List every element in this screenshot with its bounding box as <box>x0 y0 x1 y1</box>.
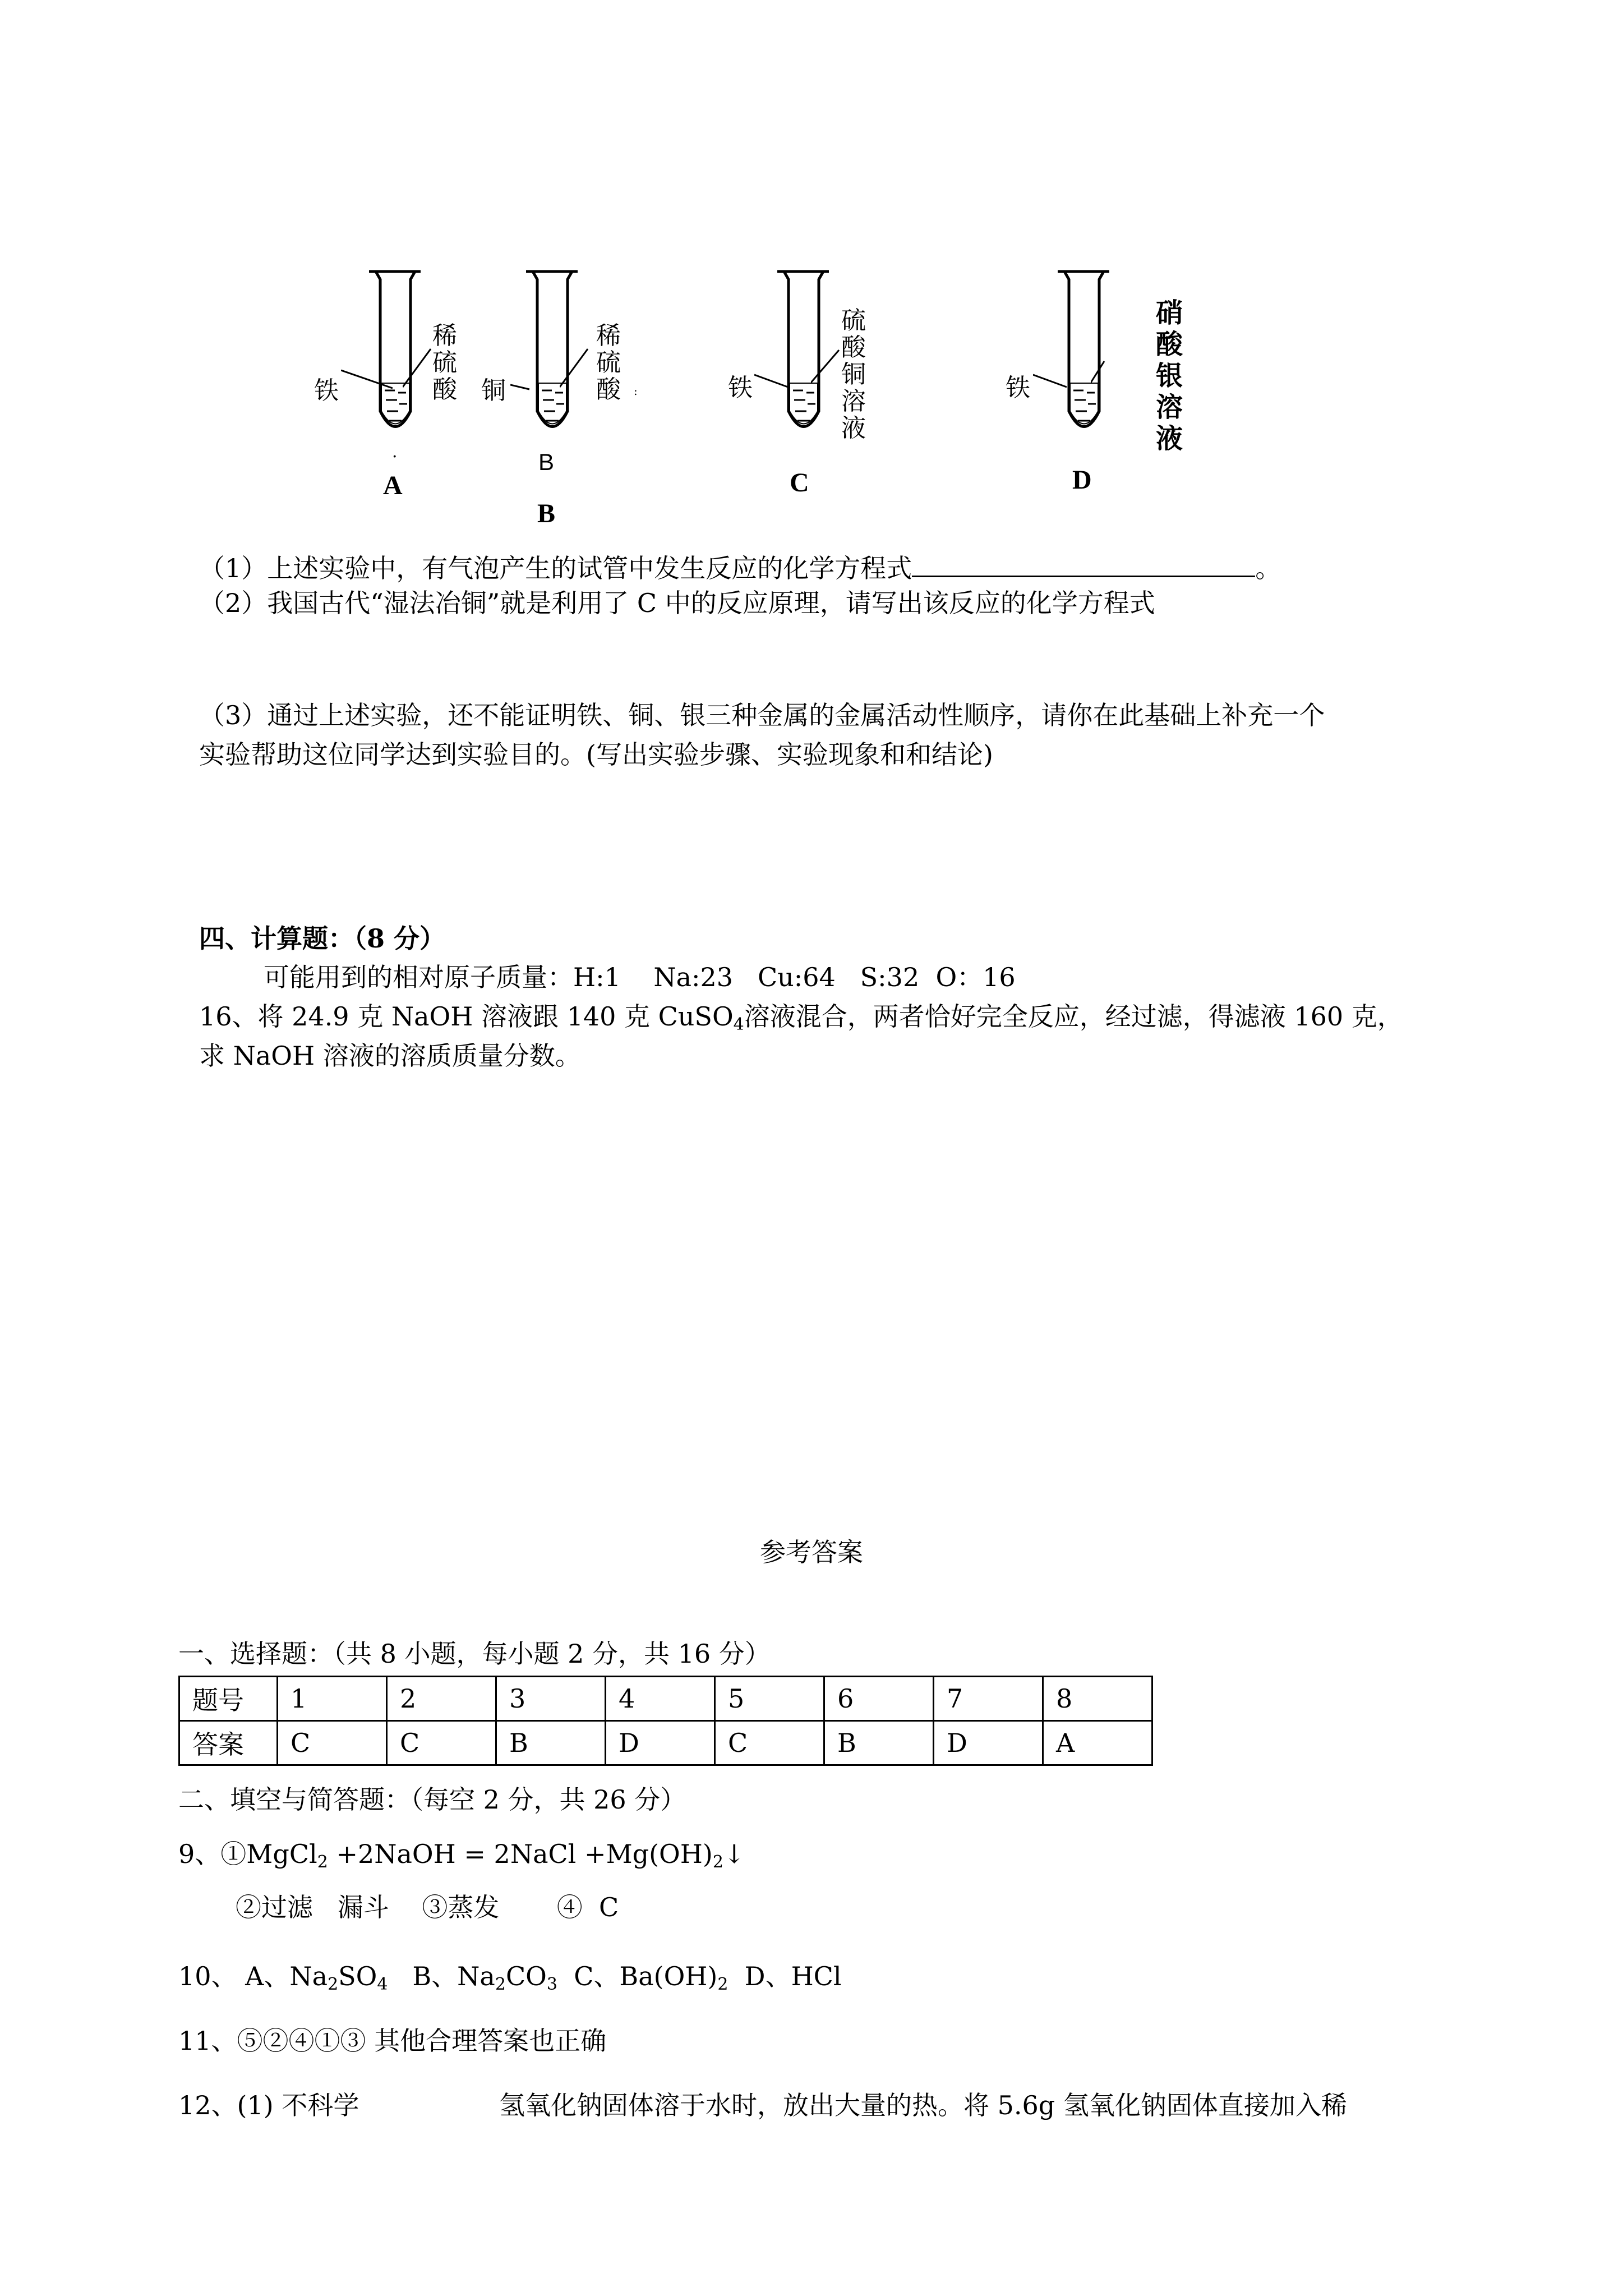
question-16-line-2: 求 NaOH 溶液的溶质质量分数。 <box>199 1041 581 1071</box>
metal-pointer-c <box>754 370 794 393</box>
metal-label-c: 铁 <box>728 374 753 402</box>
answer-blank-1[interactable] <box>912 549 1255 577</box>
question-1 <box>199 549 1281 585</box>
question-3-line-2: 实验帮助这位同学达到实验目的。(写出实验步骤、实验现象和和结论) <box>199 739 993 770</box>
table-cell: 8 <box>1043 1677 1152 1721</box>
solution-label-b: 稀 硫 酸 <box>596 321 621 404</box>
table-cell: D <box>934 1721 1043 1765</box>
test-tube-d <box>1053 268 1115 448</box>
answers-section-2-heading: 二、填空与简答题：（每空 2 分，共 26 分） <box>178 1784 686 1815</box>
tube-letter-d: D <box>1072 465 1092 495</box>
answer-12-label: 12、(1) 不科学 <box>178 2090 359 2120</box>
answers-section-1-heading: 一、选择题：（共 8 小题，每小题 2 分，共 16 分） <box>178 1639 771 1669</box>
table-cell: 1 <box>278 1677 387 1721</box>
table-row <box>179 1721 1152 1765</box>
answer-table <box>178 1676 1153 1766</box>
solution-label-d: 硝 酸 银 溶 液 <box>1155 297 1183 454</box>
solution-pointer-d <box>1091 359 1108 387</box>
table-cell: B <box>824 1721 934 1765</box>
down-arrow-icon: ↓ <box>723 1839 745 1869</box>
answer-9-text-b: +2NaOH = 2NaCl +Mg(OH) <box>328 1839 713 1869</box>
metal-pointer-d <box>1033 370 1072 393</box>
stray-mark: : <box>634 384 638 398</box>
question-2: （2）我国古代“湿法冶铜”就是利用了 C 中的反应原理，请写出该反应的化学方程式 <box>199 588 1155 618</box>
metal-pointer-a <box>341 359 403 393</box>
answer-10-sub: 2 <box>717 1975 728 1994</box>
table-cell: 2 <box>387 1677 496 1721</box>
tube-letter-a: A <box>383 471 403 500</box>
question-16-line-1 <box>199 1000 1403 1033</box>
question-16-subscript: 4 <box>733 1015 744 1034</box>
table-cell: 7 <box>934 1677 1043 1721</box>
metal-label-d: 铁 <box>1006 374 1030 402</box>
table-header-cell: 答案 <box>179 1721 278 1765</box>
question-1-end: 。 <box>1255 553 1281 583</box>
answers-title: 参考答案 <box>760 1537 863 1567</box>
answer-10-sub: 2 <box>495 1975 506 1994</box>
answer-10-text: D、HCl <box>728 1961 842 1991</box>
answer-11: 11、⑤②④①③ 其他合理答案也正确 <box>178 2026 607 2056</box>
metal-pointer-b <box>510 377 533 394</box>
table-row <box>179 1677 1152 1721</box>
table-cell: C <box>715 1721 824 1765</box>
answer-10-text: CO <box>505 1961 547 1991</box>
answer-10-text: 10、 A、Na <box>178 1961 328 1991</box>
section-4-heading: 四、计算题：（8 分） <box>199 923 446 954</box>
atomic-masses: 可能用到的相对原子质量：H:1 Na:23 Cu:64 S:32 O：16 <box>264 962 1016 992</box>
answer-12-text: 氢氧化钠固体溶于水时，放出大量的热。将 5.6g 氢氧化钠固体直接加入稀 <box>499 2090 1347 2120</box>
solution-pointer-b <box>560 348 593 393</box>
answer-10-sub: 4 <box>377 1975 388 1994</box>
answer-10-sub: 2 <box>328 1975 339 1994</box>
table-cell: 3 <box>496 1677 606 1721</box>
answer-10-text: C、Ba(OH) <box>557 1961 718 1991</box>
table-cell: A <box>1043 1721 1152 1765</box>
dot-mark: · <box>392 447 398 467</box>
answer-9-sub-a: 2 <box>317 1852 328 1872</box>
tube-letter-b-upper: B <box>538 449 555 475</box>
answer-10-sub: 3 <box>546 1975 557 1994</box>
metal-label-b: 铜 <box>481 376 506 405</box>
table-cell: 6 <box>824 1677 934 1721</box>
question-3-line-1: （3）通过上述实验，还不能证明铁、铜、银三种金属的金属活动性顺序，请你在此基础上补充一个 <box>199 700 1325 730</box>
tube-letter-b: B <box>537 499 556 528</box>
table-cell: C <box>387 1721 496 1765</box>
solution-label-a: 稀 硫 酸 <box>432 321 457 404</box>
answer-10-text: SO <box>338 1961 377 1991</box>
answer-9-line-1 <box>178 1837 745 1871</box>
table-header-cell: 题号 <box>179 1677 278 1721</box>
question-16-text-a: 16、将 24.9 克 NaOH 溶液跟 140 克 CuSO <box>199 1001 734 1032</box>
question-1-text: （1）上述实验中，有气泡产生的试管中发生反应的化学方程式 <box>199 553 912 583</box>
table-cell: C <box>278 1721 387 1765</box>
metal-label-a: 铁 <box>314 376 339 405</box>
solution-label-c: 硫 酸 铜 溶 液 <box>841 306 866 443</box>
answer-9-text-a: 9、①MgCl <box>178 1839 317 1869</box>
answer-10-text: B、Na <box>388 1961 495 1991</box>
tube-letter-c: C <box>790 468 809 498</box>
question-16-text-b: 溶液混合，两者恰好完全反应，经过滤，得滤液 160 克， <box>744 1001 1403 1032</box>
table-cell: D <box>606 1721 715 1765</box>
answer-9-line-2: ②过滤 漏斗 ③蒸发 ④ C <box>236 1892 619 1922</box>
table-cell: 4 <box>606 1677 715 1721</box>
table-cell: B <box>496 1721 606 1765</box>
table-cell: 5 <box>715 1677 824 1721</box>
answer-10 <box>178 1959 842 1993</box>
answer-9-sub-b: 2 <box>712 1852 723 1872</box>
